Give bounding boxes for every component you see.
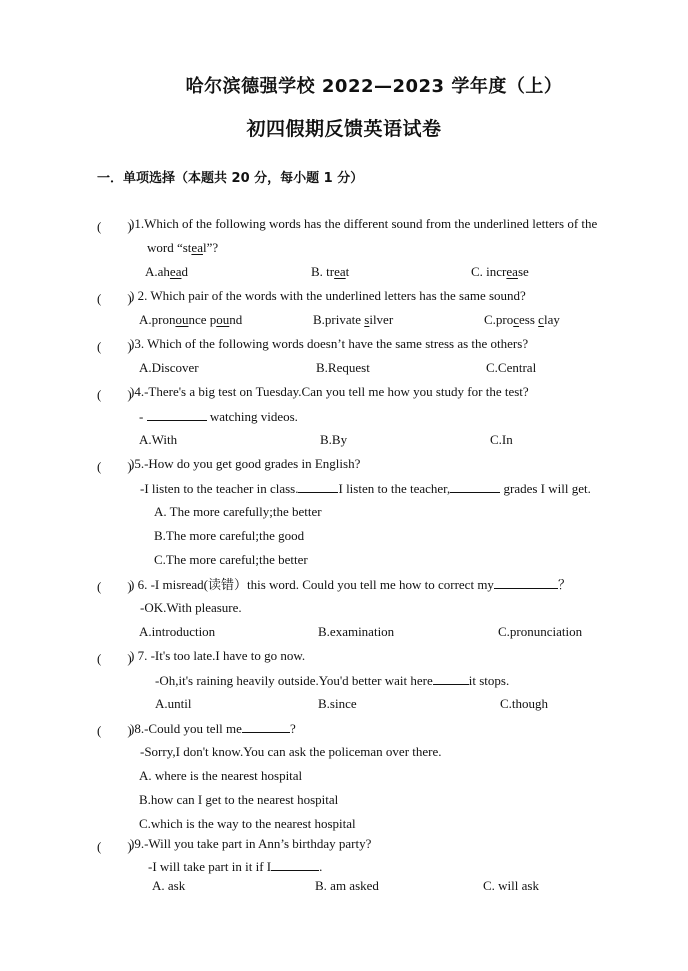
- option-c[interactable]: C.In: [490, 432, 513, 447]
- answer-blank[interactable]: [450, 480, 500, 493]
- option-b[interactable]: B.private silver: [313, 312, 394, 327]
- section-heading: 一．单项选择（本题共 20 分，每小题 1 分）: [97, 171, 364, 186]
- question-stem: ) 2. Which pair of the words with the underlined letters has the same sound?: [130, 288, 526, 303]
- question-line-2: -I will take part in it if I .: [148, 859, 323, 874]
- answer-paren[interactable]: ( ): [97, 723, 132, 738]
- question-stem: )9.-Will you take part in Ann’s birthday party?: [130, 836, 372, 851]
- option-a[interactable]: A.introduction: [139, 624, 216, 639]
- answer-paren[interactable]: ( ): [97, 651, 132, 666]
- question-line-2: -OK.With pleasure.: [140, 600, 242, 615]
- answer-blank[interactable]: [298, 480, 338, 493]
- question-stem: )1.Which of the following words has the different sound from the underlined letters of the: [130, 216, 598, 231]
- question-stem: )8.-Could you tell me ?: [130, 721, 296, 736]
- question-line-2: -Sorry,I don't know.You can ask the policeman over there.: [140, 744, 442, 759]
- option-b[interactable]: B.Request: [316, 360, 370, 375]
- option-c[interactable]: C.pronunciation: [498, 624, 583, 639]
- answer-blank[interactable]: [242, 720, 290, 733]
- option-b[interactable]: B.The more careful;the good: [154, 528, 305, 543]
- answer-blank[interactable]: [271, 858, 319, 871]
- answer-blank[interactable]: [147, 408, 207, 421]
- option-c[interactable]: C.The more careful;the better: [154, 552, 308, 567]
- question-stem: )4.-There's a big test on Tuesday.Can you tell me how you study for the test?: [130, 384, 529, 399]
- question-line-2: - watching videos.: [139, 409, 298, 424]
- question-line-2: -Oh,it's raining heavily outside.You'd better wait here it stops.: [155, 673, 510, 688]
- answer-paren[interactable]: ( ): [97, 219, 132, 234]
- answer-paren[interactable]: ( ): [97, 839, 132, 854]
- option-b[interactable]: B.since: [318, 696, 357, 711]
- option-c[interactable]: C. increase: [471, 264, 529, 279]
- option-c[interactable]: C. will ask: [483, 878, 539, 893]
- option-c[interactable]: C.process clay: [484, 312, 560, 327]
- exam-subtitle: 初四假期反馈英语试卷: [246, 118, 442, 140]
- answer-paren[interactable]: ( ): [97, 339, 132, 354]
- option-c[interactable]: C.though: [500, 696, 549, 711]
- question-stem: )5.-How do you get good grades in English?: [130, 456, 361, 471]
- option-a[interactable]: A. ask: [152, 878, 186, 893]
- option-c[interactable]: C.Central: [486, 360, 537, 375]
- option-a[interactable]: A.With: [139, 432, 178, 447]
- question-stem-cont: word “steal”?: [147, 240, 219, 255]
- answer-paren[interactable]: ( ): [97, 459, 132, 474]
- option-b[interactable]: B.By: [320, 432, 348, 447]
- option-a[interactable]: A.until: [155, 696, 192, 711]
- question-stem: )3. Which of the following words doesn’t have the same stress as the others?: [130, 336, 529, 351]
- question-stem: ) 6. -I misread(读错）this word. Could you tell me how to correct my ？: [130, 577, 571, 592]
- answer-paren[interactable]: ( ): [97, 387, 132, 402]
- answer-blank[interactable]: [433, 672, 469, 685]
- option-b[interactable]: B.how can I get to the nearest hospital: [139, 792, 339, 807]
- option-a[interactable]: A.pronounce pound: [139, 312, 243, 327]
- question-stem: ) 7. -It's too late.I have to go now.: [130, 648, 306, 663]
- option-c[interactable]: C.which is the way to the nearest hospital: [139, 816, 356, 831]
- option-b[interactable]: B. treat: [311, 264, 350, 279]
- option-a[interactable]: A. where is the nearest hospital: [139, 768, 303, 783]
- option-b[interactable]: B. am asked: [315, 878, 379, 893]
- option-a[interactable]: A.ahead: [145, 264, 188, 279]
- exam-school-title: 哈尔滨德强学校 2022—2023 学年度（上）: [185, 76, 563, 97]
- option-b[interactable]: B.examination: [318, 624, 395, 639]
- answer-paren[interactable]: ( ): [97, 579, 132, 594]
- answer-paren[interactable]: ( ): [97, 291, 132, 306]
- option-a[interactable]: A. The more carefully;the better: [154, 504, 322, 519]
- option-a[interactable]: A.Discover: [139, 360, 199, 375]
- answer-blank[interactable]: [494, 576, 558, 589]
- question-line-2: -I listen to the teacher in class. I listen to the teacher, grades I will get.: [140, 481, 591, 496]
